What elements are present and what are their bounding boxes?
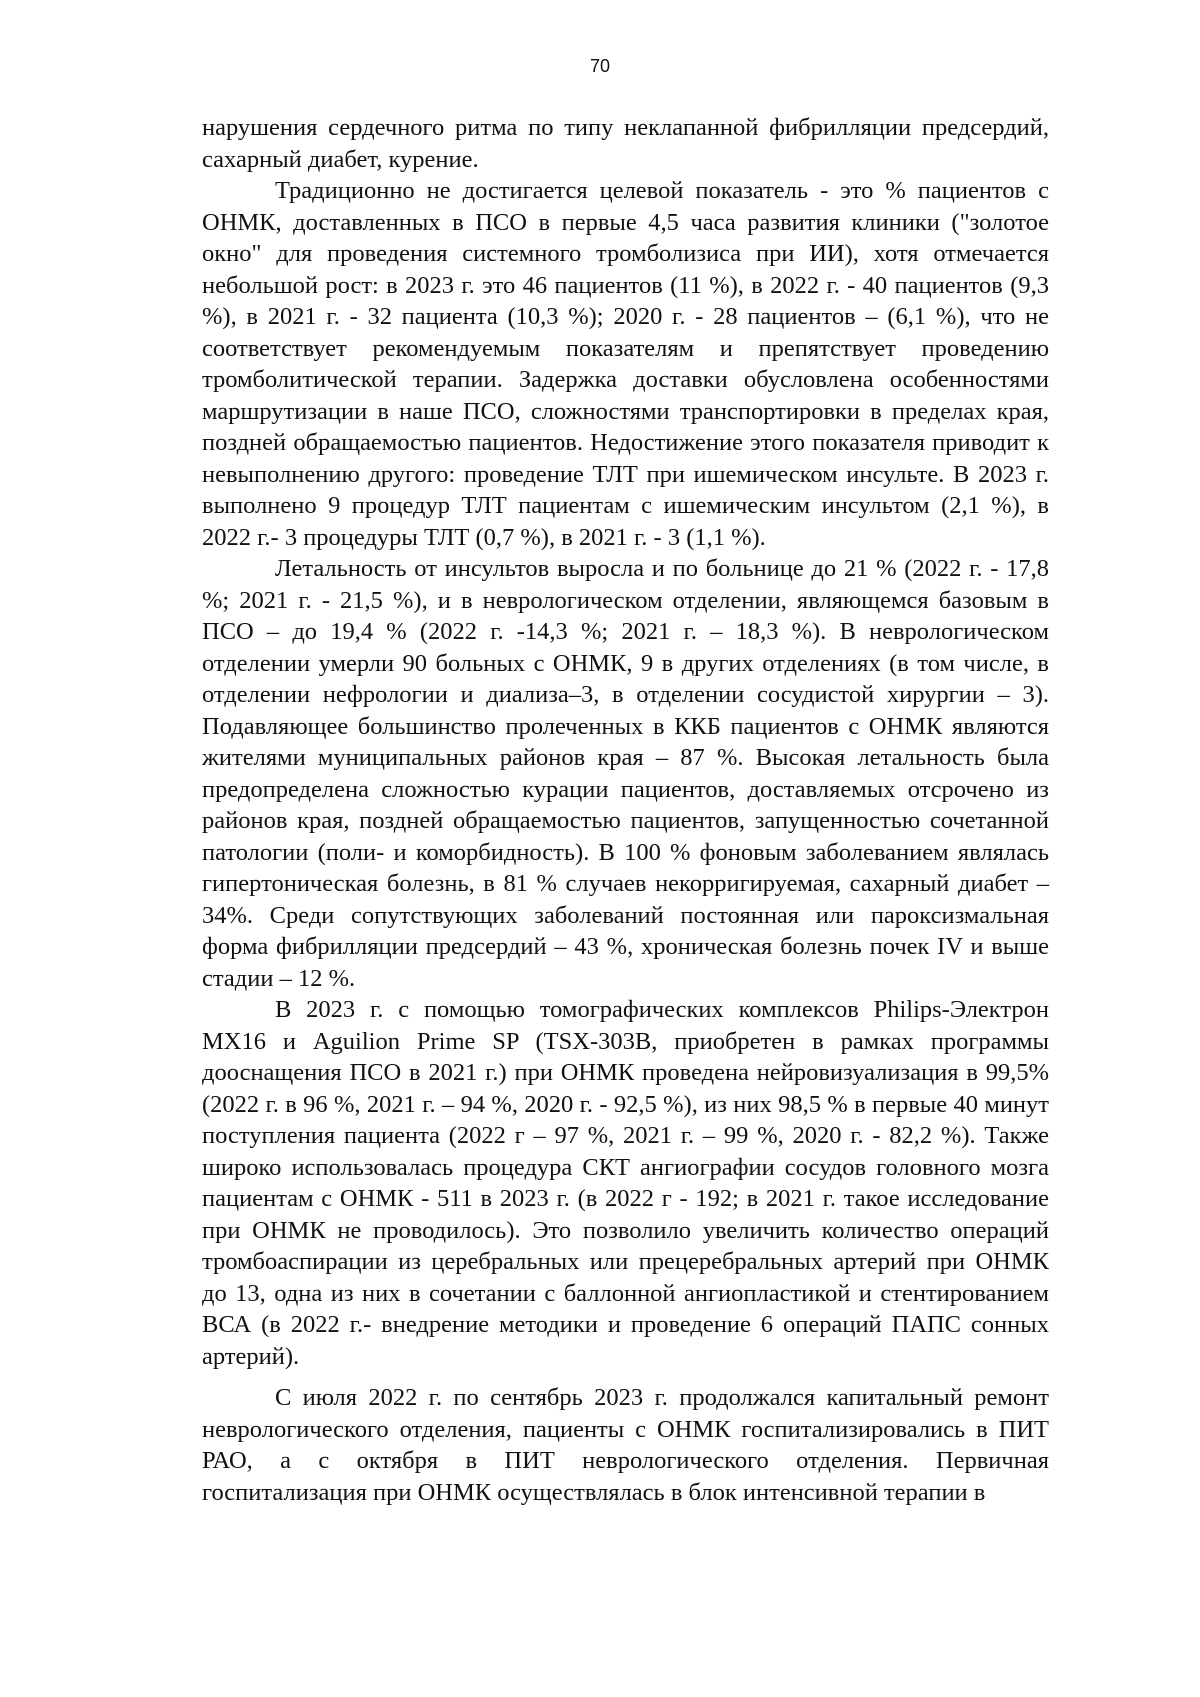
paragraph-continuation: нарушения сердечного ритма по типу неклапанной фибрилляции предсердий, сахарный диабет, курение. [202,114,1049,173]
paragraph-mortality: Летальность от инсультов выросла и по больнице до 21 % (2022 г. - 17,8 %; 2021 г. - 21,5 %), и в неврологическом отделении, являющемся базовым в ПСО – до 19,4 % (2022 г. -14,3 %; 2021 г. – 18,3 %). В неврологическом отделении умерли 90 больных с ОНМК, 9 в других отделениях (в том числе, в отделении нефрологии и диализа–3, в отделении сосудистой хирургии – 3). Подавляющее большинство пролеченных в ККБ пациентов с ОНМК являются жителями муниципальных районов края – 87 %. Высокая летальность была предопределена сложностью курации пациентов, доставляемых отсрочено из районов края, поздней обращаемостью пациентов, запущенностью сочетанной патологии (поли- и коморбидность). В 100 % фоновым заболеванием являлась гипертоническая болезнь, в 81 % случаев некорригируемая, сахарный диабет – 34%. Среди сопутствующих заболеваний постоянная или пароксизмальная форма фибрилляции предсердий – 43 %, хроническая болезнь почек IV и выше стадии – 12 %. [202,555,1049,992]
document-body [202,112,1049,1508]
paragraph-neuroimaging: В 2023 г. с помощью томографических комплексов Philips-Электрон MX16 и Aguilion Prime SP (TSX-303B, приобретен в рамках программы дооснащения ПСО в 2021 г.) при ОНМК проведена нейровизуализация в 99,5% (2022 г. в 96 %, 2021 г. – 94 %, 2020 г. - 92,5 %), из них 98,5 % в первые 40 минут поступления пациента (2022 г – 97 %, 2021 г. – 99 %, 2020 г. - 82,2 %). Также широко использовалась процедура СКТ ангиографии сосудов головного мозга пациентам с ОНМК - 511 в 2023 г. (в 2022 г - 192; в 2021 г. такое исследование при ОНМК не проводилось). Это позволило увеличить количество операций тромбоаспирации из церебральных или прецеребральных артерий при ОНМК до 13, одна из них в сочетании с баллонной ангиопластикой и стентированием ВСА (в 2022 г.- внедрение методики и проведение 6 операций ПАПС сонных артерий). [202,996,1049,1370]
page-number: 70 [589,56,611,76]
paragraph-golden-window: Традиционно не достигается целевой показатель - это % пациентов с ОНМК, доставленных в ПСО в первые 4,5 часа развития клиники ("золотое окно" для проведения системного тромболизиса при ИИ), хотя отмечается небольшой рост: в 2023 г. это 46 пациентов (11 %), в 2022 г. - 40 пациентов (9,3 %), в 2021 г. - 32 пациента (10,3 %); 2020 г. - 28 пациентов – (6,1 %), что не соответствует рекомендуемым показателям и препятствует проведению тромболитической терапии. Задержка доставки обусловлена особенностями маршрутизации в наше ПСО, сложностями транспортировки в пределах края, поздней обращаемостью пациентов. Недостижение этого показателя приводит к невыполнению другого: проведение ТЛТ при ишемическом инсульте. В 2023 г. выполнено 9 процедур ТЛТ пациентам с ишемическим инсультом (2,1 %), в 2022 г.- 3 процедуры ТЛТ (0,7 %), в 2021 г. - 3 (1,1 %). [202,177,1049,551]
paragraph-renovation: С июля 2022 г. по сентябрь 2023 г. продолжался капитальный ремонт неврологического отделения, пациенты с ОНМК госпитализировались в ПИТ РАО, а с октября в ПИТ неврологического отделения. Первичная госпитализация при ОНМК осуществлялась в блок интенсивной терапии в [202,1384,1049,1506]
